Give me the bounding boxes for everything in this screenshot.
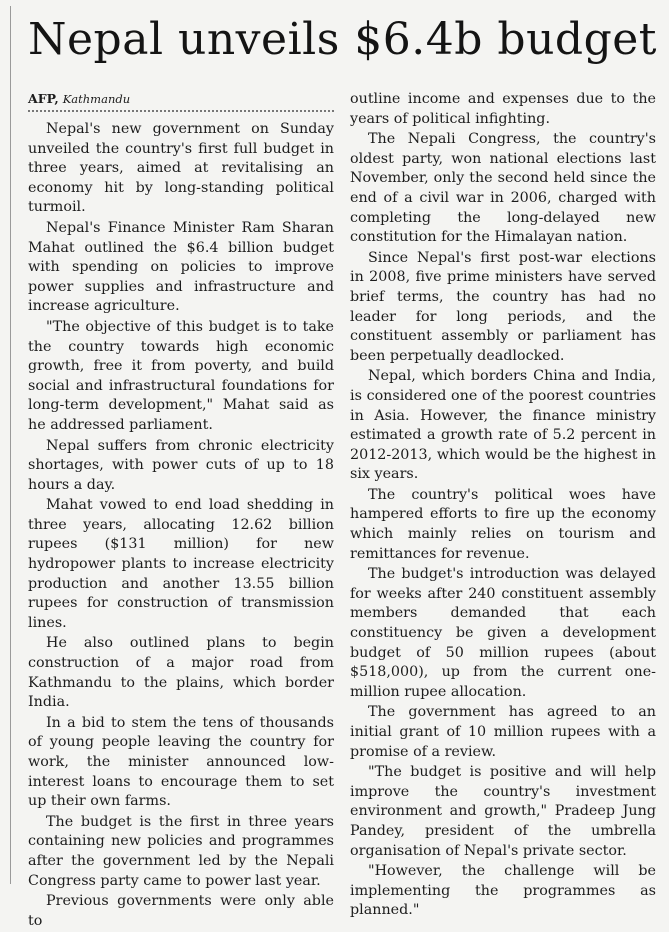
- paragraph: He also outlined plans to begin construction of a major road from Kathmandu to the plains, which border India.: [28, 635, 334, 711]
- paragraph: The government has agreed to an initial grant of 10 million rupees with a promise of a review.: [350, 704, 656, 760]
- article-column-1: [28, 90, 334, 932]
- article-column-2: [350, 90, 656, 922]
- paragraph: Previous governments were only able to: [28, 893, 334, 929]
- byline-agency: AFP,: [28, 91, 59, 106]
- paragraph: "The objective of this budget is to take the country towards high economic growth, free it from poverty, and build social and infrastructural foundations for long-term development," Mahat said as he addressed parliament.: [28, 318, 334, 433]
- paragraph: Nepal suffers from chronic electricity shortages, with power cuts of up to 18 hours a day.: [28, 437, 334, 493]
- paragraph: The budget's introduction was delayed for weeks after 240 constituent assembly members demanded that each constituency be given a development budget of 50 million rupees (about $518,000), up from the current one-million rupee allocation.: [350, 566, 656, 700]
- byline-divider: [28, 110, 334, 112]
- paragraph: "However, the challenge will be implementing the programmes as planned.": [350, 863, 656, 919]
- left-column-rule: [10, 6, 11, 884]
- paragraph-continued: outline income and expenses due to the years of political infighting.: [350, 91, 656, 127]
- paragraph: "The budget is positive and will help improve the country's investment environment and growth," Pradeep Jung Pandey, president of the umbrella organisation of Nepal's private sector.: [350, 764, 656, 859]
- paragraph: The country's political woes have hampered efforts to fire up the economy which mainly relies on tourism and remittances for revenue.: [350, 486, 656, 562]
- paragraph: Nepal, which borders China and India, is considered one of the poorest countries in Asia. However, the finance ministry estimated a growth rate of 5.2 percent in 2012-2013, which would be the highest in six years.: [350, 368, 656, 483]
- paragraph: Since Nepal's first post-war elections in 2008, five prime ministers have served brief terms, the country has had no leader for long periods, and the constituent assembly or parliament has been perpetually deadlocked.: [350, 249, 656, 364]
- paragraph: Mahat vowed to end load shedding in three years, allocating 12.62 billion rupees ($131 million) for new hydropower plants to increase electricity production and another 13.55 billion rupees for construction of transmission lines.: [28, 497, 334, 631]
- byline-place: Kathmandu: [62, 92, 131, 106]
- paragraph: Nepal's new government on Sunday unveiled the country's first full budget in three years, aimed at revitalising an economy hit by long-standing political turmoil.: [28, 121, 334, 216]
- byline: [28, 90, 334, 108]
- paragraph: Nepal's Finance Minister Ram Sharan Mahat outlined the $6.4 billion budget with spending on policies to improve power supplies and infrastructure and increase agriculture.: [28, 219, 334, 315]
- paragraph: The Nepali Congress, the country's oldest party, won national elections last November, only the second held since the end of a civil war in 2006, charged with completing the long-delayed new constitution for the Himalayan nation.: [350, 131, 656, 246]
- paragraph: The budget is the first in three years containing new policies and programmes after the government led by the Nepali Congress party came to power last year.: [28, 813, 334, 889]
- paragraph: In a bid to stem the tens of thousands of young people leaving the country for work, the minister announced low-interest loans to encourage them to set up their own farms.: [28, 714, 334, 810]
- headline: Nepal unveils $6.4b budget: [28, 14, 657, 65]
